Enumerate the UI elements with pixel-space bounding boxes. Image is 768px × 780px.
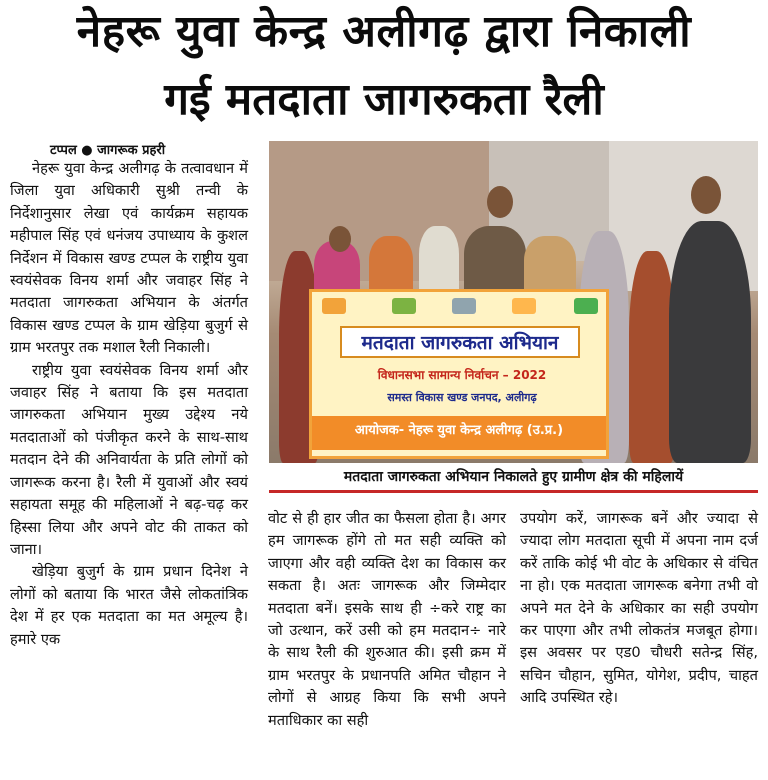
logo-icon xyxy=(574,298,598,314)
logo-icon xyxy=(452,298,476,314)
photo-caption: मतदाता जागरुकता अभियान निकालते हुए ग्रामीण क्षेत्र की महिलायें xyxy=(269,465,758,489)
banner-organizer: आयोजक- नेहरू युवा केन्द्र अलीगढ़ (उ.प्र.) xyxy=(312,416,606,450)
person xyxy=(369,236,413,296)
banner-subtitle-2: समस्त विकास खण्ड जनपद, अलीगढ़ xyxy=(387,391,537,404)
campaign-banner xyxy=(309,289,609,459)
paragraph: नेहरू युवा केन्द्र अलीगढ़ के तत्वावधान में जिला युवा अधिकारी सुश्री तन्वी के निर्देशानुसार लेखा एवं कार्यक्रम सहायक महीपाल सिंह एवं धनंजय उपाध्याय के कुशल निर्देशन में विकास खण्ड टप्पल के राष्ट्रीय युवा स्वयंसेवक विनय शर्मा और जवाहर सिंह ने मतदाता जागरुकता अभियान के अंतर्गत विकास खण्ड टप्पल के ग्राम खेड़िया बुजुर्ग से ग्राम भरतपुर तक मशाल रैली निकाली। xyxy=(10,160,248,357)
person xyxy=(419,226,459,296)
logo-icon xyxy=(512,298,536,314)
rally-photo xyxy=(269,141,758,463)
article-column-2 xyxy=(268,508,506,732)
caption-rule xyxy=(269,490,758,493)
paragraph: वोट से ही हार जीत का फैसला होता है। अगर हम जागरूक होंगे तो मत सही व्यक्ति को जाएगा और वही व्यक्ति देश का विकास कर सकता है। अतः जागरूक और जिम्मेदार मतदाता बनें। इसके साथ ही ÷करे राष्ट्र का जो उत्थान, करें उसी को हम मतदान÷ नारे के साथ रैली की शुरुआत की। इसी क्रम में ग्राम भरतपुर के प्रधानपति अमित चौहान ने लोगों से आग्रह किया कि सभी अपने मताधिकार का सही xyxy=(268,510,506,729)
paragraph: उपयोग करें, जागरूक बनें और ज्यादा से ज्यादा लोग मतदाता सूची में अपना नाम दर्ज करें ताकि कोई भी वोट के अधिकार से वंचित ना हो। एक मतदाता जागरूक बनेगा तभी वो अपने मत देने के अधिकार का सही उपयोग कर पाएगा और तभी लोकतंत्र मजबूत होगा। इस अवसर पर एड0 चौधरी सतेन्द्र सिंह, सचिन चौहान, सुमित, योगेश, प्रदीप, चाहत आदि उपस्थित रहे। xyxy=(520,510,758,707)
face xyxy=(329,226,351,252)
headline-line-2: गई मतदाता जागरुकता रैली xyxy=(164,74,604,125)
banner-subtitle: विधानसभा सामान्य निर्वाचन – 2022 xyxy=(377,368,547,382)
person xyxy=(524,236,576,296)
logo-icon xyxy=(322,298,346,314)
article-column-3 xyxy=(520,508,758,710)
paragraph: राष्ट्रीय युवा स्वयंसेवक विनय शर्मा और जवाहर सिंह ने बताया कि इस मतदाता जागरुकता अभियान मुख्य उद्देश्य नये मतदाताओं को पंजीकृत करने के साथ-साथ मतदान देने की अनिवार्यता के प्रति लोगों को जागरूक करना है। रैली में युवाओं और स्वयं सहायता समूह की महिलाओं ने बढ़-चढ़ कर हिस्सा लिया और अपने वोट की ताकत को जाना। xyxy=(10,361,248,558)
article-column-1 xyxy=(10,158,248,651)
byline: टप्पल ● जागरूक प्रहरी xyxy=(50,143,166,158)
logo-icon xyxy=(392,298,416,314)
face xyxy=(487,186,513,218)
person xyxy=(464,226,526,296)
person xyxy=(669,221,751,463)
banner-title: मतदाता जागरुकता अभियान xyxy=(340,326,580,358)
headline-line-1: नेहरू युवा केन्द्र अलीगढ़ द्वारा निकाली xyxy=(76,6,692,57)
paragraph: खेड़िया बुजुर्ग के ग्राम प्रधान दिनेश ने लोगों को बताया कि भारत जैसे लोकतांत्रिक देश में हर एक मतदाता का मत अमूल्य है। हमारे एक xyxy=(10,563,248,648)
face xyxy=(691,176,721,214)
